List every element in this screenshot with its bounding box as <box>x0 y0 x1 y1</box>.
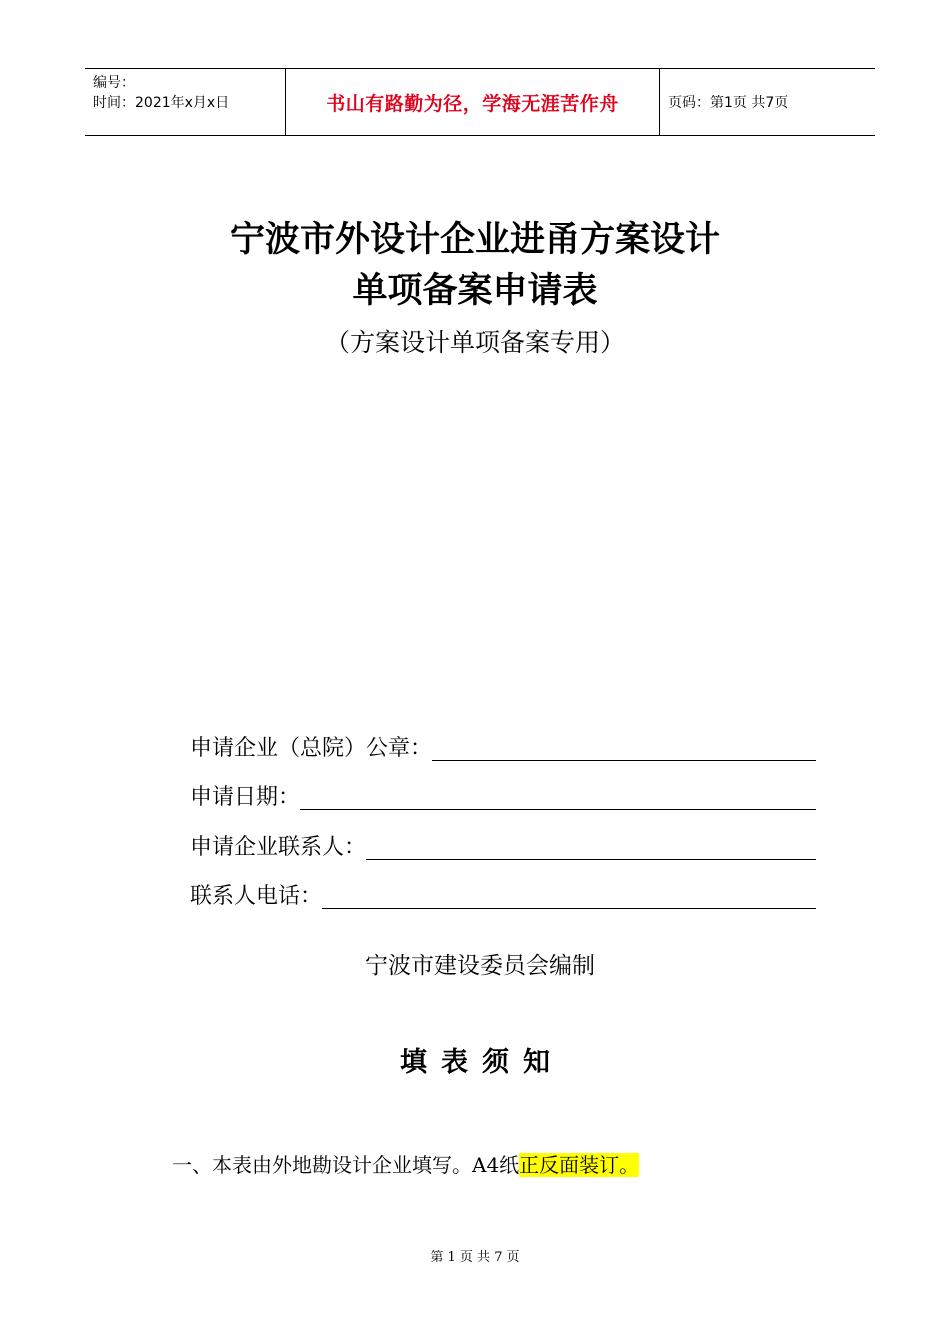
company-seal-blank[interactable] <box>432 732 816 761</box>
field-application-date <box>190 773 816 813</box>
page-footer: 第 1 页 共 7 页 <box>430 1250 520 1265</box>
page-header <box>85 68 875 136</box>
field-label: 申请企业（总院）公章： <box>190 736 433 761</box>
notice-title: 填表须知 <box>400 1047 564 1078</box>
compiler-statement: 宁波市建设委员会编制 <box>365 953 595 979</box>
field-contact-phone <box>190 872 816 912</box>
contact-person-blank[interactable] <box>366 831 816 860</box>
field-label: 申请企业联系人： <box>190 835 367 860</box>
header-page-info: 页码：第1页 共7页 <box>668 95 789 111</box>
document-title-line-2: 单项备案申请表 <box>352 270 598 311</box>
field-contact-person <box>190 823 816 863</box>
header-motto: 书山有路勤为径，学海无涯苦作舟 <box>326 92 619 115</box>
application-date-blank[interactable] <box>300 781 816 810</box>
field-label: 联系人电话： <box>190 884 323 909</box>
document-time-label: 时间：2021年x月x日 <box>93 95 230 111</box>
document-subtitle: （方案设计单项备案专用） <box>324 328 625 357</box>
document-title-line-1: 宁波市外设计企业进甬方案设计 <box>229 219 720 260</box>
notice-item-highlight: 正反面装订。 <box>519 1153 640 1177</box>
notice-item-text: 一、本表由外地勘设计企业填写。A4纸 <box>172 1153 520 1177</box>
header-divider-right <box>659 69 660 135</box>
document-number-label: 编号： <box>93 75 135 91</box>
field-label: 申请日期： <box>190 785 301 810</box>
notice-item-1 <box>172 1150 639 1180</box>
header-meta <box>93 73 229 113</box>
contact-phone-blank[interactable] <box>322 880 816 909</box>
field-company-seal <box>190 724 816 764</box>
